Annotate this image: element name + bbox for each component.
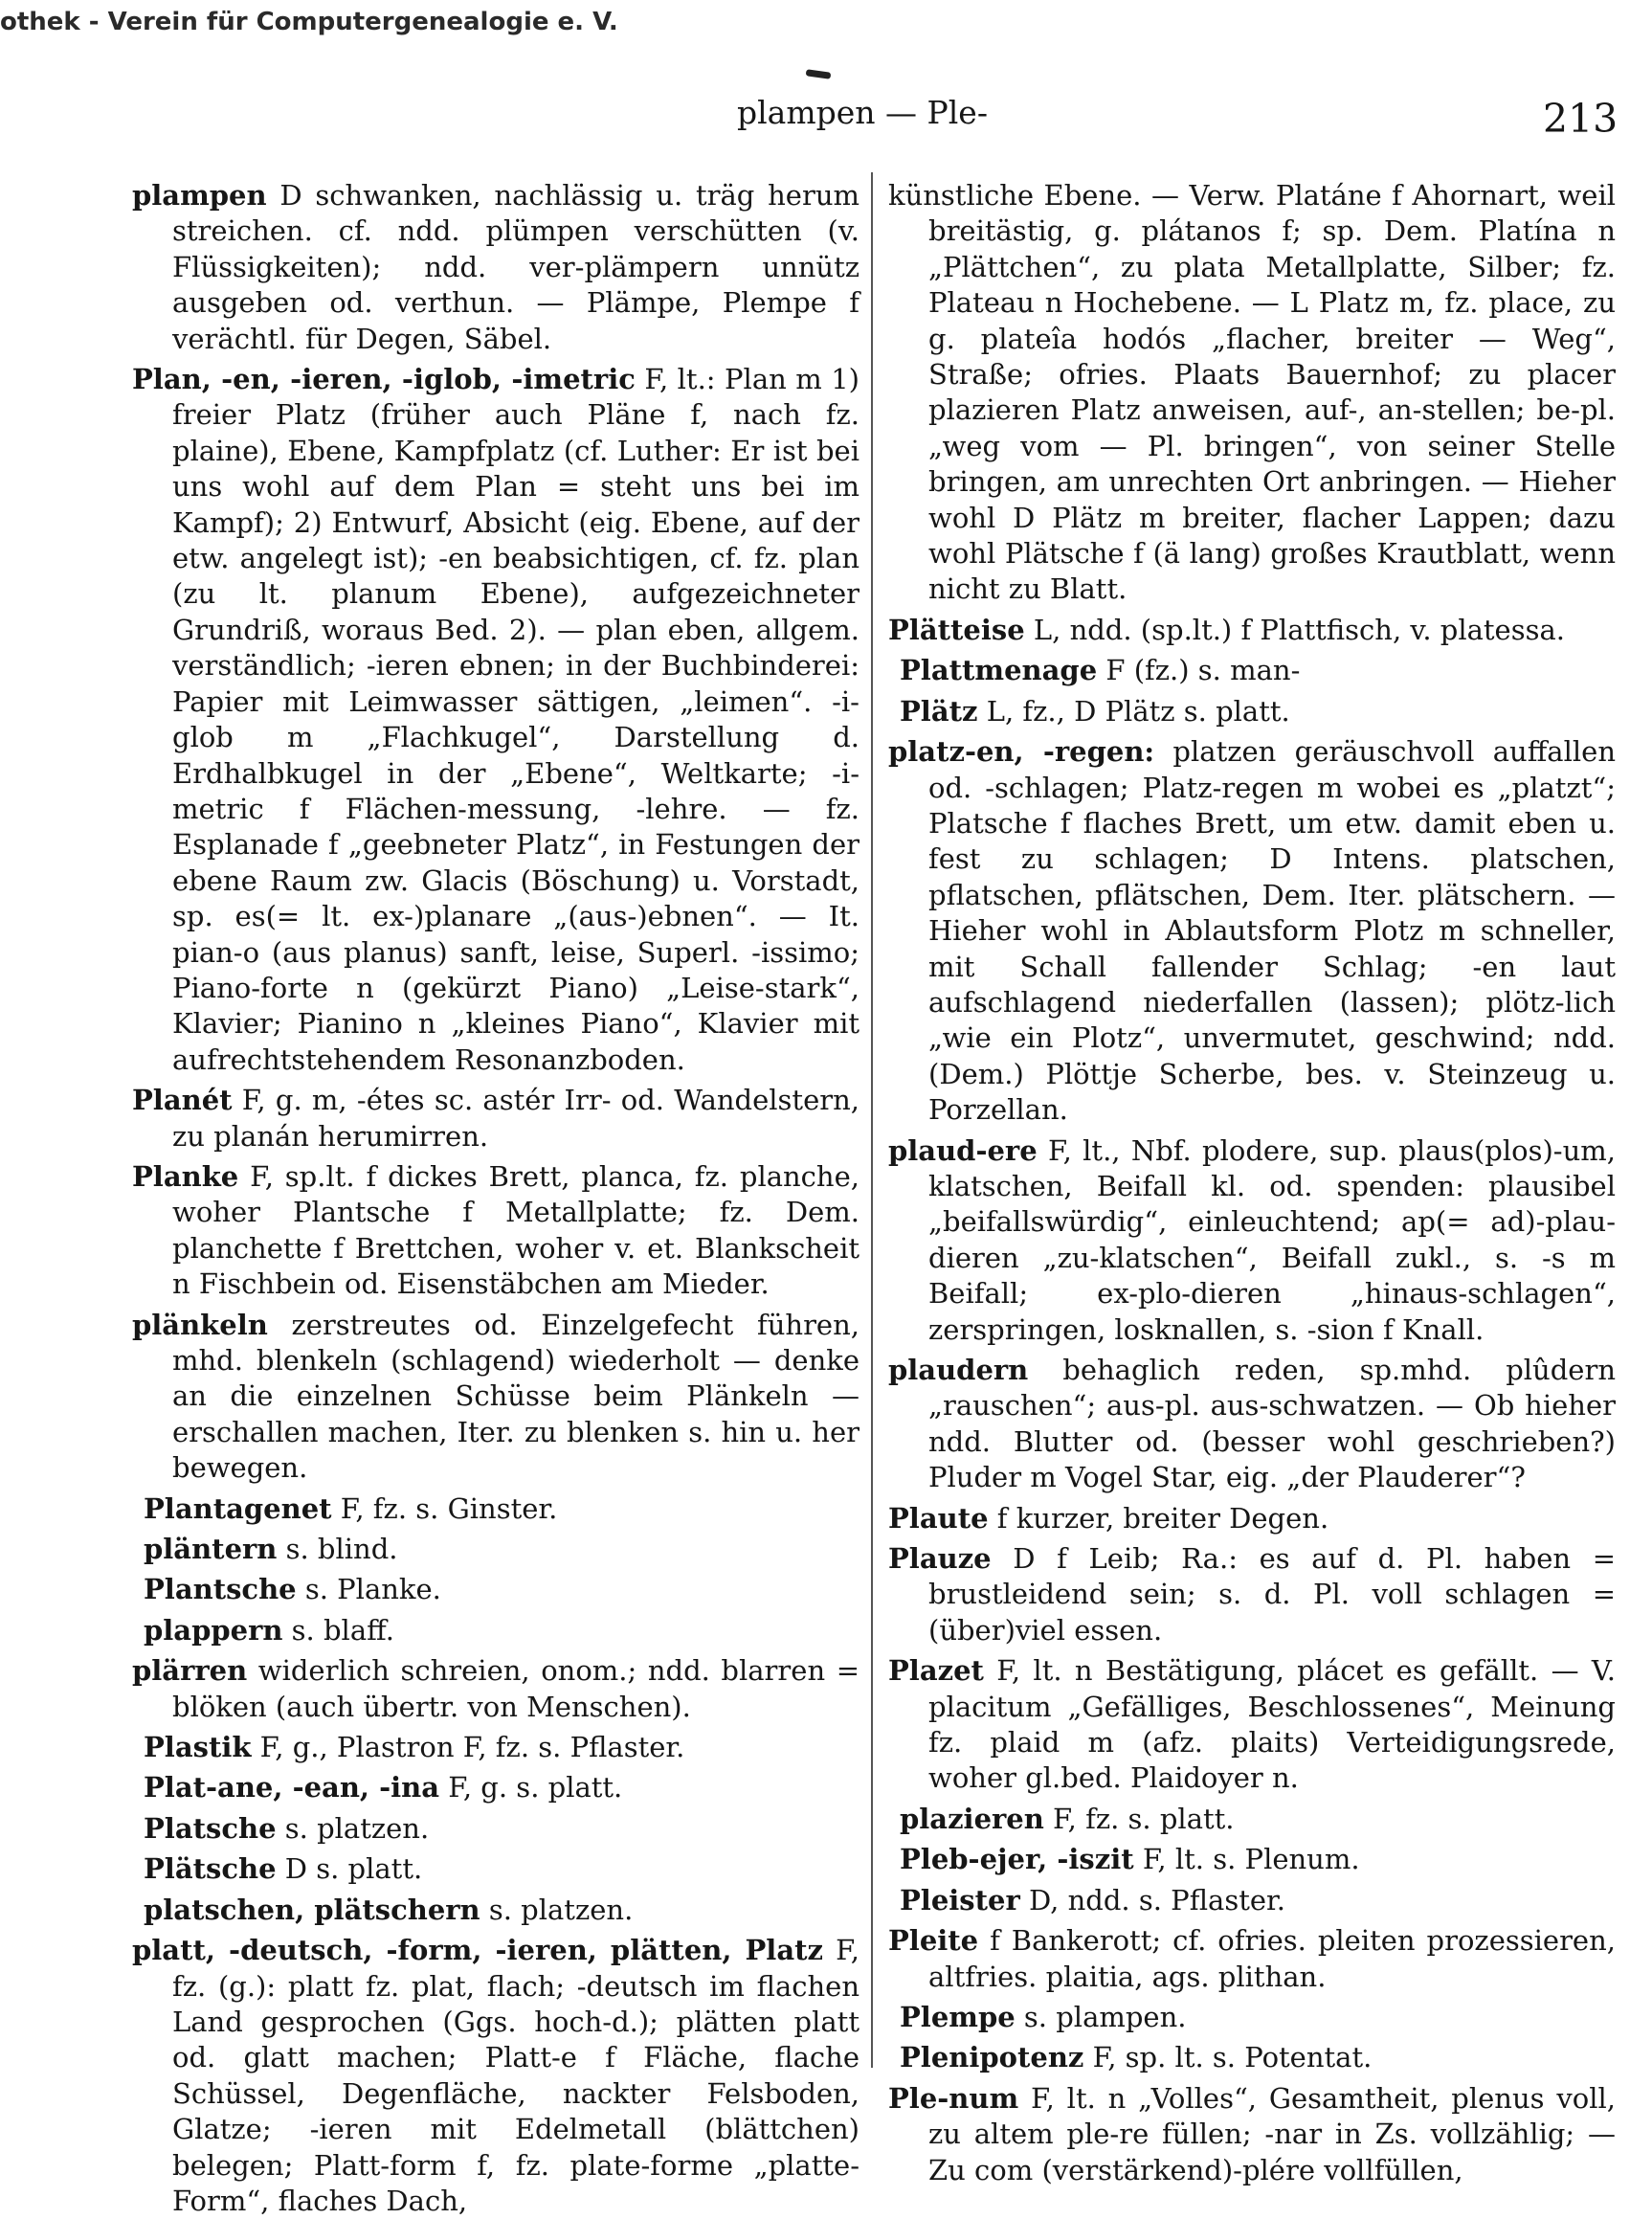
entry-headword: platschen, plätschern (144, 1893, 480, 1926)
entry-headword: Plätsche (144, 1852, 277, 1886)
entry-text: f kurzer, breiter Degen. (988, 1501, 1329, 1535)
entry-headword: Platsche (144, 1811, 277, 1845)
dictionary-entry (132, 178, 859, 357)
entry-headword: plazieren (900, 1802, 1044, 1835)
entry-headword: plärren (132, 1654, 248, 1688)
entry-headword: Plätteise (888, 613, 1025, 646)
running-head: plampen — Ple- (737, 94, 988, 131)
dictionary-entry (888, 1353, 1616, 1496)
entry-headword: Pleite (888, 1924, 979, 1958)
dictionary-entry (888, 2081, 1616, 2188)
dictionary-entry (132, 1083, 859, 1154)
entry-text: L, fz., D Plätz s. platt. (977, 694, 1290, 728)
entry-headword: Plan, -en, -ieren, -iglob, -imetric (132, 363, 636, 396)
dictionary-entry (144, 1770, 859, 1805)
entry-text: s. blind. (277, 1533, 398, 1566)
entry-text: s. platzen. (276, 1811, 430, 1845)
entry-headword: Plaute (888, 1501, 989, 1535)
entry-text: s. Planke. (296, 1573, 441, 1606)
entry-text: F, fz. s. Ginster. (331, 1491, 558, 1525)
dictionary-entry (900, 2000, 1616, 2035)
entry-text: behaglich reden, sp.mhd. plûdern „rauschen“; aus-pl. aus-schwatzen. — Ob hieher ndd. Blutter od. (besser wohl geschrieben?) Pluder m Vogel Star, eig. „der Plauderer“? (928, 1354, 1616, 1494)
dictionary-entry (144, 1851, 859, 1887)
dictionary-entry (900, 2040, 1616, 2075)
entry-text: widerlich schreien, onom.; ndd. blarren = blöken (auch übertr. von Menschen). (172, 1654, 859, 1723)
entry-headword: Plempe (900, 2000, 1016, 2033)
entry-headword: Plattmenage (900, 654, 1098, 687)
entry-text: F, lt. n „Volles“, Gesamtheit, plenus voll, zu altem ple-re füllen; -nar in Zs. vollzählig; — Zu com (verstärkend)-plére vollfüllen, (928, 2081, 1616, 2186)
entry-text: platzen geräuschvoll auffallen od. -schlagen; Platz-regen m wobei es „platzt“; Platsche f flaches Brett, um etw. damit eben u. fest zu schlagen; D Intens. platschen, pflatschen, pflätschen, Dem. Iter. plätschern. — Hieher wohl in Ablautsform Plotz m schneller, mit Schall fallender Schlag; -en laut aufschlagend niederfallen (lassen); plötz-lich „wie ein Plotz“, unvermutet, geschwind; ndd. (Dem.) Plöttje Scherbe, bes. v. Steinzeug u. Porzellan. (928, 735, 1616, 1127)
entry-headword: platt, -deutsch, -form, -ieren, plätten, Platz (132, 1934, 823, 1967)
entry-text: künstliche Ebene. — Verw. Platáne f Ahornart, weil breitästig, g. plátanos f; sp. Dem. Platína n „Plättchen“, zu plata Metallplatte, Silber; fz. Plateau n Hochebene. — L Platz m, fz. place, zu g. plateîa hodós „flacher, breiter — Weg“, Straße; ofries. Plaats Bauernhof; zu placer plazieren Platz anweisen, auf-, an-stellen; be-pl. „weg vom — Pl. bringen“, von seiner Stelle bringen, am unrechten Ort anbringen. — Hieher wohl D Plätz m breiter, flacher Lappen; dazu wohl Plätsche f (ä lang) großes Krautblatt, wenn nicht zu Blatt. (888, 179, 1616, 606)
entry-text: D s. platt. (276, 1852, 423, 1886)
entry-headword: Plazet (888, 1654, 984, 1688)
entry-text: f Bankerott; cf. ofries. pleiten prozessieren, altfries. plaitia, ags. plithan. (928, 1924, 1616, 1993)
entry-headword: Plastik (144, 1731, 252, 1764)
entry-text: F, g. m, -étes sc. astér Irr- od. Wandelstern, zu planán herumirren. (172, 1084, 859, 1153)
entry-headword: Plauze (888, 1542, 992, 1576)
entry-text: F, lt.: Plan m 1) freier Platz (früher auch Pläne f, nach fz. plaine), Ebene, Kampfplatz (cf. Luther: Er ist bei uns wohl auf dem Plan = steht uns bei im Kampf); 2) Entwurf, Absicht (eig. Ebene, auf der etw. angelegt ist); -en beabsichtigen, cf. fz. plan (zu lt. planum Ebene), aufgezeichneter Grundriß, woraus Bed. 2). — plan eben, allgem. verständlich; -ieren ebnen; in der Buchbinderei: Papier mit Leimwasser sättigen, „leimen“. -i-glob m „Flachkugel“, Darstellung d. Erdhalbkugel in der „Ebene“, Weltkarte; -i-metric f Flächen-messung, -lehre. — fz. Esplanade f „geebneter Platz“, in Festungen der ebene Raum zw. Glacis (Böschung) u. Vorstadt, sp. es(= lt. ex-)planare „(aus-)ebnen“. — It. pian-o (aus planus) sanft, leise, Superl. -issimo; Piano-forte n (gekürzt Piano) „Leise-stark“, Klavier; Pianino n „kleines Piano“, Klavier mit aufrechtstehendem Resonanzboden. (172, 363, 859, 1076)
entry-headword: pläntern (144, 1533, 278, 1566)
dictionary-entry (900, 1802, 1616, 1837)
entry-text: F, lt., Nbf. plodere, sup. plaus(plos)-um, klatschen, Beifall kl. od. spenden: plausibel „beifallswürdig“, einleuchtend; ap(= ad)-plau-dieren „zu-klatschen“, Beifall zukl., s. -s m Beifall; ex-plo-dieren „hinaus-schlagen“, zerspringen, losknallen, s. -sion f Knall. (928, 1133, 1616, 1346)
entry-headword: Plat-ane, -ean, -ina (144, 1771, 440, 1804)
entry-text: F, sp. lt. s. Potentat. (1083, 2041, 1373, 2074)
entry-headword: Pleister (900, 1883, 1020, 1916)
dictionary-entry (132, 1653, 859, 1725)
entry-headword: plaudern (888, 1354, 1029, 1386)
entry-text: F, g. s. platt. (439, 1771, 623, 1804)
dictionary-entry (144, 1613, 859, 1648)
entry-text: F (fz.) s. man- (1097, 654, 1301, 687)
entry-headword: Planét (132, 1084, 233, 1117)
entry-headword: Ple-num (888, 2081, 1019, 2115)
dictionary-entry (888, 1541, 1616, 1648)
entry-text: zerstreutes od. Einzelgefecht führen, mhd. blenkeln (schlagend) wiederholt — denke an die einzelnen Schüsse beim Plänkeln — erschallen machen, Iter. zu blenken s. hin u. her bewegen. (172, 1308, 859, 1485)
dictionary-entry (888, 613, 1616, 648)
dictionary-entry (900, 1842, 1616, 1877)
entry-text: F, g., Plastron F, fz. s. Pflaster. (251, 1731, 685, 1764)
dictionary-entry (888, 178, 1616, 608)
entry-text: L, ndd. (sp.lt.) f Plattfisch, v. platessa. (1024, 613, 1565, 646)
dictionary-entry (144, 1811, 859, 1847)
dictionary-entry (888, 734, 1616, 1128)
ink-smudge (806, 69, 832, 79)
dictionary-entry (900, 694, 1616, 729)
entry-text: D, ndd. s. Pflaster. (1019, 1883, 1285, 1916)
entry-text: D schwanken, nachlässig u. träg herum streichen. cf. ndd. plümpen verschütten (v. Flüssigkeiten); ndd. ver-plämpern unnütz ausgeben od. verthun. — Plämpe, Plempe f verächtl. für Degen, Säbel. (172, 179, 859, 355)
entry-text: s. blaff. (282, 1613, 394, 1647)
entry-text: s. platzen. (480, 1893, 634, 1926)
entry-headword: Pleb-ejer, -iszit (900, 1843, 1134, 1876)
left-column (132, 178, 859, 2217)
entry-headword: Plantagenet (144, 1491, 332, 1525)
entry-text: D f Leib; Ra.: es auf d. Pl. haben = brustleidend sein; s. d. Pl. voll schlagen = (über)viel essen. (928, 1542, 1616, 1647)
dictionary-entry (132, 362, 859, 1078)
entry-text: F, lt. s. Plenum. (1133, 1843, 1360, 1876)
entry-headword: Plenipotenz (900, 2041, 1084, 2074)
entry-text: F, sp.lt. f dickes Brett, planca, fz. planche, woher Plantsche f Metallplatte; fz. Dem. planchette f Brettchen, woher v. et. Blankscheit n Fischbein od. Eisenstäbchen am Mieder. (172, 1159, 859, 1301)
dictionary-entry (132, 1159, 859, 1303)
dictionary-entry (888, 1653, 1616, 1797)
entry-text: s. plampen. (1015, 2000, 1187, 2033)
dictionary-entry (888, 1501, 1616, 1536)
dictionary-entry (888, 1133, 1616, 1348)
entry-text: F, fz. s. platt. (1043, 1802, 1235, 1835)
dictionary-entry (144, 1893, 859, 1928)
column-divider (871, 172, 873, 2068)
dictionary-entry (144, 1730, 859, 1765)
entry-text: F, lt. n Bestätigung, plácet es gefällt. — V. placitum „Gefälliges, Beschlossenes“, Meinung fz. plaid m (afz. plaits) Verteidigungsrede, woher gl.bed. Plaidoyer n. (928, 1654, 1616, 1795)
dictionary-entry (900, 653, 1616, 688)
entry-headword: Plätz (900, 694, 978, 728)
entry-headword: Planke (132, 1159, 239, 1193)
right-column (888, 178, 1616, 2186)
entry-headword: plänkeln (132, 1308, 268, 1341)
dictionary-entry (132, 1933, 859, 2219)
dictionary-entry (888, 1923, 1616, 1995)
entry-headword: plaud-ere (888, 1133, 1038, 1167)
dictionary-entry (144, 1491, 859, 1527)
dictionary-entry (900, 1883, 1616, 1918)
entry-text: F, fz. (g.): platt fz. plat, flach; -deutsch im flachen Land gesprochen (Ggs. hoch-d.); plätten platt od. glatt machen; Platt-e f Fläche, flache Schüssel, Degenfläche, nackter Felsboden, Glatze; -ieren mit Edelmetall (blättchen) belegen; Platt-form f, fz. plate-forme „platte-Form“, flaches Dach, (172, 1934, 859, 2217)
dictionary-entry (144, 1532, 859, 1567)
entry-headword: platz-en, -regen: (888, 735, 1155, 769)
entry-headword: plampen (132, 179, 267, 212)
dictionary-entry (144, 1572, 859, 1607)
entry-headword: Plantsche (144, 1573, 297, 1606)
watermark-text: othek - Verein für Computergenealogie e. V. (0, 8, 618, 36)
entry-headword: plappern (144, 1613, 283, 1647)
page-number: 213 (1543, 96, 1619, 142)
dictionary-entry (132, 1308, 859, 1487)
